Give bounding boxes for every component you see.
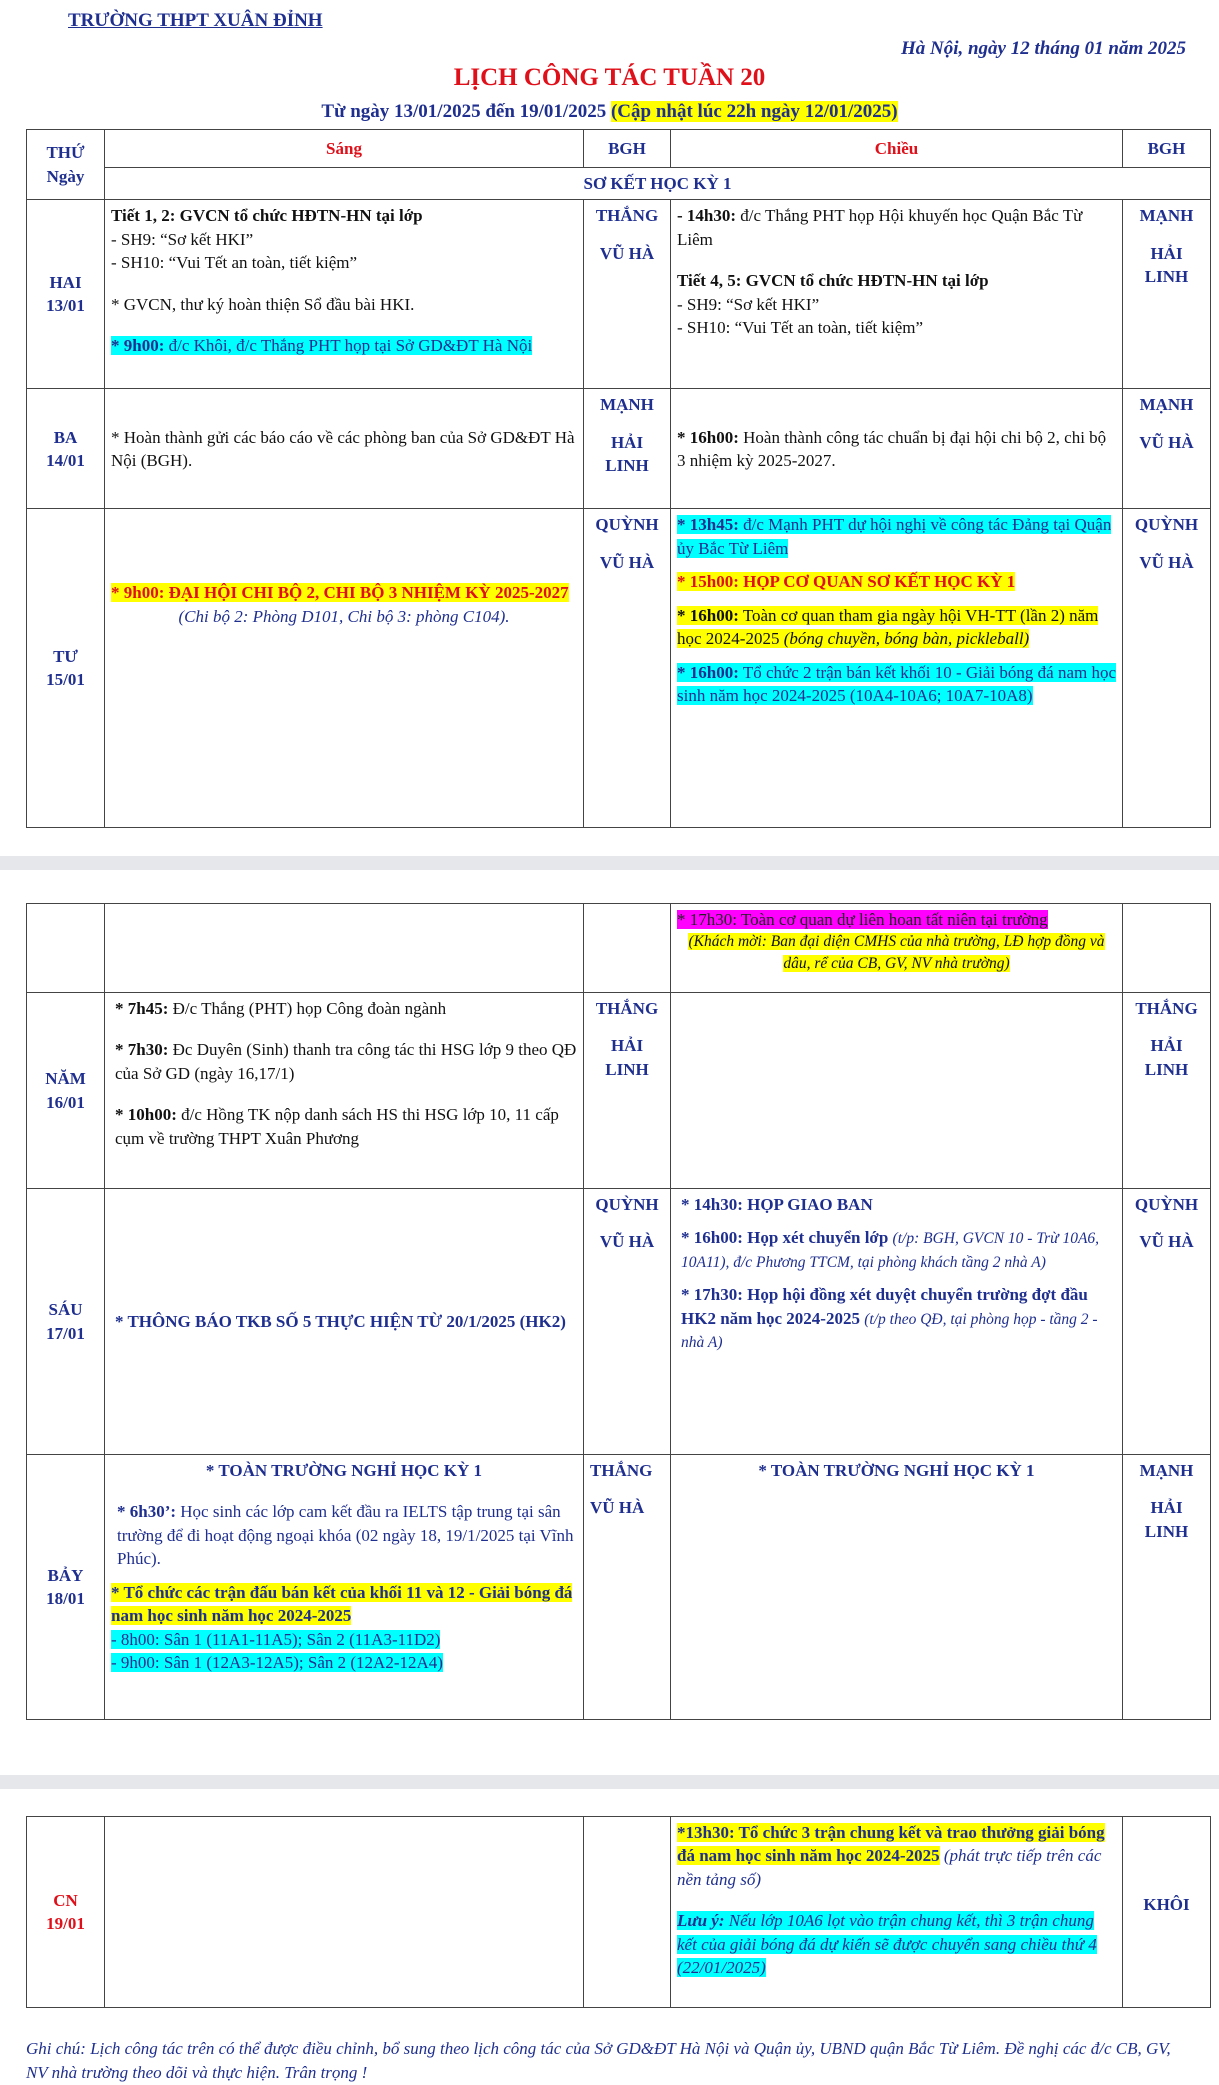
bgh-morning-saturday xyxy=(584,1455,671,1720)
bgh-name: VŨ HÀ xyxy=(1139,552,1194,572)
afternoon-cell-saturday xyxy=(671,1455,1123,1720)
sun-note-item: Lưu ý: Nếu lớp 10A6 lọt vào trận chung kết, thì 3 trận chung kết của giải bóng đá dự kiến sẽ được chuyển sang chiều thứ 4 (22/01/2025) xyxy=(677,1911,1097,1978)
header-morning: Sáng xyxy=(105,130,584,168)
bgh-name: VŨ HÀ xyxy=(599,1232,655,1252)
schedule-table-part-2 xyxy=(26,903,1211,1720)
wed-party-guests: (Khách mời: Ban đại diện CMHS của nhà trường, LĐ hợp đồng và dâu, rể của CB, GV, NV nhà trường) xyxy=(688,933,1105,972)
wed-afternoon-item: * 16h00: Toàn cơ quan tham gia ngày hội VH-TT (lần 2) năm học 2024-2025 (bóng chuyền, bóng bàn, pickleball) xyxy=(677,605,1099,649)
page-title: LỊCH CÔNG TÁC TUẦN 20 xyxy=(453,64,766,91)
sat-semifinal-slot: - 8h00: Sân 1 (11A1-11A5); Sân 2 (11A3-11D2) xyxy=(111,1629,441,1649)
banner-semester-review: SƠ KẾT HỌC KỲ 1 xyxy=(105,168,1211,200)
row-thursday xyxy=(27,993,1211,1189)
row-wednesday xyxy=(27,509,1211,828)
sat-semifinal-slot: - 9h00: Sân 1 (12A3-12A5); Sân 2 (12A2-12A4) xyxy=(111,1653,443,1673)
fri-afternoon-item: * 16h00: Họp xét chuyển lớp (t/p: BGH, GVCN 10 - Trừ 10A6, 10A11), đ/c Phương TTCM, tại phòng khách tầng 2 nhà A) xyxy=(681,1228,1100,1271)
day-name: HAI xyxy=(49,273,82,292)
morning-cell-monday xyxy=(105,200,584,389)
mon-afternoon-item: - SH9: “Sơ kết HKI” xyxy=(677,294,820,314)
bgh-name: THẮNG xyxy=(595,206,659,226)
morning-cell-tuesday xyxy=(105,389,584,509)
thu-morning-item: * 10h00: đ/c Hồng TK nộp danh sách HS thi HSG lớp 10, 11 cấp cụm về trường THPT Xuân Phương xyxy=(115,1105,559,1148)
mon-afternoon-item: - SH10: “Vui Tết an toàn, tiết kiệm” xyxy=(677,318,924,338)
bgh-name: VŨ HÀ xyxy=(1139,1232,1194,1252)
bgh-afternoon-wednesday xyxy=(1123,509,1211,828)
bgh-name: THẮNG xyxy=(1135,999,1198,1018)
afternoon-cell-monday xyxy=(671,200,1123,389)
day-cell-sunday xyxy=(27,1817,105,2008)
day-cell-thursday xyxy=(27,993,105,1189)
header-bgh-afternoon: BGH xyxy=(1123,130,1211,168)
afternoon-cell-wednesday xyxy=(671,509,1123,828)
afternoon-cell-friday xyxy=(671,1189,1123,1455)
bgh-afternoon-sunday xyxy=(1123,1817,1211,2008)
afternoon-cell-wednesday-cont xyxy=(671,904,1123,993)
bgh-name: MẠNH xyxy=(1139,395,1194,415)
bgh-morning-sunday xyxy=(584,1817,671,2008)
bgh-name: THẮNG xyxy=(595,999,659,1018)
day-name: BA xyxy=(53,427,78,447)
day-cell-wednesday xyxy=(27,509,105,828)
mon-morning-item: * GVCN, thư ký hoàn thiện Sổ đầu bài HKI. xyxy=(111,294,415,314)
afternoon-cell-sunday xyxy=(671,1817,1123,2008)
day-cell-monday xyxy=(27,200,105,389)
fri-afternoon-item: * 17h30: Họp hội đồng xét duyệt chuyển trường đợt đầu HK2 năm học 2024-2025 (t/p theo QĐ, tại phòng họp - tầng 2 - nhà A) xyxy=(681,1285,1098,1352)
sun-final-item: *13h30: Tổ chức 3 trận chung kết và trao thưởng giải bóng đá nam học sinh năm học 2024-2025 (phát trực tiếp trên các nền tảng số) xyxy=(677,1823,1105,1889)
bgh-name: VŨ HÀ xyxy=(599,552,655,572)
footer-note: Ghi chú: Lịch công tác trên có thể được điều chỉnh, bổ sung theo lịch công tác của Sở GD&ĐT Hà Nội và Quận ủy, UBND quận Bắc Từ Liêm. Đề nghị các đ/c CB, GV, NV nhà trường theo dõi và thực hiện. Trân trọng ! xyxy=(26,2039,1171,2082)
place-date: Hà Nội, ngày 12 tháng 01 năm 2025 xyxy=(900,38,1186,59)
wed-afternoon-item: * 16h00: Tổ chức 2 trận bán kết khối 10 - Giải bóng đá nam học sinh năm học 2024-2025 (10A4-10A6; 10A7-10A8) xyxy=(677,662,1117,706)
wed-afternoon-item: * 15h00: HỌP CƠ QUAN SƠ KẾT HỌC KỲ 1 xyxy=(677,572,1016,592)
day-name: SÁU xyxy=(48,1300,83,1320)
wed-party-item: * 17h30: Toàn cơ quan dự liên hoan tất niên tại trường xyxy=(677,910,1048,929)
day-date: 14/01 xyxy=(46,450,85,470)
wed-congress-rooms: (Chi bộ 2: Phòng D101, Chi bộ 3: phòng C104). xyxy=(178,606,510,626)
bgh-afternoon-monday xyxy=(1123,200,1211,389)
sat-morning-item: * 6h30’: Học sinh các lớp cam kết đầu ra IELTS tập trung tại sân trường để đi hoạt động ngoại khóa (02 ngày 18, 19/1/2025 tại Vĩnh Phúc). xyxy=(117,1502,574,1569)
row-wednesday-cont xyxy=(27,904,1211,993)
mon-morning-item: - SH10: “Vui Tết an toàn, tiết kiệm” xyxy=(111,253,358,273)
school-name: TRƯỜNG THPT XUÂN ĐỈNH xyxy=(68,10,323,31)
wed-afternoon-item: * 13h45: đ/c Mạnh PHT dự hội nghị về công tác Đảng tại Quận ủy Bắc Từ Liêm xyxy=(677,515,1112,558)
bgh-morning-tuesday xyxy=(584,389,671,509)
header-bgh-morning: BGH xyxy=(584,130,671,168)
sat-holiday-morning: * TOÀN TRƯỜNG NGHỈ HỌC KỲ 1 xyxy=(205,1461,483,1480)
day-date: 17/01 xyxy=(46,1323,85,1343)
row-monday xyxy=(27,200,1211,389)
morning-cell-thursday xyxy=(105,993,584,1189)
afternoon-cell-thursday xyxy=(671,993,1123,1189)
day-name: BẢY xyxy=(47,1565,84,1585)
bgh-name: QUỲNH xyxy=(1134,1195,1199,1214)
bgh-name: VŨ HÀ xyxy=(599,243,655,263)
thu-morning-item: * 7h45: Đ/c Thắng (PHT) họp Công đoàn ngành xyxy=(115,999,447,1018)
fri-timetable-notice: * THÔNG BÁO TKB SỐ 5 THỰC HIỆN TỪ 20/1/2025 (HK2) xyxy=(115,1311,566,1331)
bgh-afternoon-thursday xyxy=(1123,993,1211,1189)
bgh-name: VŨ HÀ xyxy=(1139,432,1194,452)
row-saturday xyxy=(27,1455,1211,1720)
day-cell-friday xyxy=(27,1189,105,1455)
day-date: 16/01 xyxy=(46,1092,85,1112)
tue-afternoon-item: * 16h00: Hoàn thành công tác chuẩn bị đại hội chi bộ 2, chi bộ 3 nhiệm kỳ 2025-2027. xyxy=(677,427,1107,470)
page-subtitle xyxy=(0,101,1219,123)
day-name: TƯ xyxy=(53,647,78,666)
schedule-table-part-1 xyxy=(26,129,1211,828)
day-cell-tuesday xyxy=(27,389,105,509)
day-cell-saturday xyxy=(27,1455,105,1720)
bgh-name: KHÔI xyxy=(1143,1895,1190,1915)
header-day-label: THỨ xyxy=(46,143,85,163)
bgh-name: THẮNG xyxy=(590,1461,653,1480)
bgh-name: HẢI LINH xyxy=(1144,1036,1189,1079)
bgh-name: MẠNH xyxy=(1139,1461,1194,1480)
bgh-morning-friday xyxy=(584,1189,671,1455)
day-date: 13/01 xyxy=(46,296,85,316)
bgh-afternoon-friday xyxy=(1123,1189,1211,1455)
day-name: NĂM xyxy=(45,1069,86,1089)
morning-cell-sunday xyxy=(105,1817,584,2008)
bgh-afternoon-tuesday xyxy=(1123,389,1211,509)
row-tuesday xyxy=(27,389,1211,509)
page-separator xyxy=(0,1775,1219,1789)
bgh-morning-monday xyxy=(584,200,671,389)
mon-morning-item: - SH9: “Sơ kết HKI” xyxy=(111,229,254,249)
day-date: 18/01 xyxy=(46,1589,85,1608)
bgh-afternoon-saturday xyxy=(1123,1455,1211,1720)
schedule-table-part-3 xyxy=(26,1816,1211,2008)
date-range: Từ ngày 13/01/2025 đến 19/01/2025 xyxy=(321,101,611,122)
day-date: 15/01 xyxy=(46,670,85,690)
morning-cell-friday xyxy=(105,1189,584,1455)
day-date: 19/01 xyxy=(46,1914,85,1933)
bgh-name: VŨ HÀ xyxy=(590,1498,645,1518)
mon-meeting-item: * 9h00: đ/c Khôi, đ/c Thắng PHT họp tại Sở GD&ĐT Hà Nội xyxy=(111,336,533,356)
bgh-name: HẢI LINH xyxy=(1144,1498,1189,1541)
bgh-morning-wednesday xyxy=(584,509,671,828)
page-separator xyxy=(0,856,1219,870)
afternoon-cell-tuesday xyxy=(671,389,1123,509)
sat-semifinal-item: * Tổ chức các trận đấu bán kết của khối 11 và 12 - Giải bóng đá nam học sinh năm học 2024-2025 xyxy=(111,1582,573,1626)
bgh-name: QUỲNH xyxy=(1134,515,1199,535)
bgh-name: MẠNH xyxy=(1139,206,1194,226)
tue-morning-item: * Hoàn thành gửi các báo cáo về các phòng ban của Sở GD&ĐT Hà Nội (BGH). xyxy=(111,427,575,470)
sat-holiday-afternoon: * TOÀN TRƯỜNG NGHỈ HỌC KỲ 1 xyxy=(758,1461,1035,1480)
bgh-name: HẢI LINH xyxy=(605,1036,649,1079)
mon-afternoon-item: - 14h30: đ/c Thắng PHT họp Hội khuyến học Quận Bắc Từ Liêm xyxy=(677,206,1083,249)
mon-morning-item: Tiết 1, 2: GVCN tổ chức HĐTN-HN tại lớp xyxy=(111,206,423,226)
mon-afternoon-item: Tiết 4, 5: GVCN tổ chức HĐTN-HN tại lớp xyxy=(677,271,989,291)
wed-congress-item: * 9h00: ĐẠI HỘI CHI BỘ 2, CHI BỘ 3 NHIỆM KỲ 2025-2027 xyxy=(111,583,569,603)
bgh-name: QUỲNH xyxy=(595,1195,659,1214)
thu-morning-item: * 7h30: Đc Duyên (Sinh) thanh tra công tác thi HSG lớp 9 theo QĐ của Sở GD (ngày 16,17/1) xyxy=(115,1040,577,1083)
bgh-name: MẠNH xyxy=(600,395,654,415)
bgh-name: HẢI LINH xyxy=(1144,243,1189,287)
morning-cell-saturday xyxy=(105,1455,584,1720)
bgh-name: QUỲNH xyxy=(595,515,659,535)
header-date-label: Ngày xyxy=(46,166,85,186)
row-friday xyxy=(27,1189,1211,1455)
fri-afternoon-item: * 14h30: HỌP GIAO BAN xyxy=(681,1195,873,1214)
day-name: CN xyxy=(53,1890,78,1910)
morning-cell-wednesday xyxy=(105,509,584,828)
bgh-morning-thursday xyxy=(584,993,671,1189)
bgh-name: HẢI LINH xyxy=(605,432,649,476)
update-time: (Cập nhật lúc 22h ngày 12/01/2025) xyxy=(610,101,898,122)
header-day xyxy=(27,130,105,200)
row-sunday xyxy=(27,1817,1211,2008)
header-afternoon: Chiều xyxy=(671,130,1123,168)
